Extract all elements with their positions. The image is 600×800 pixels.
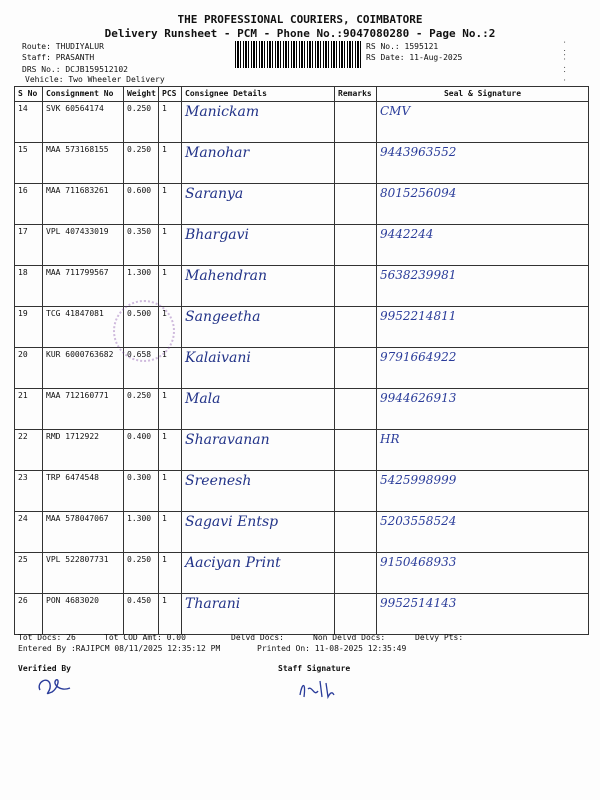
weight-cell: 0.250 (124, 553, 159, 594)
remarks-cell (335, 225, 377, 266)
weight-cell: 0.250 (124, 143, 159, 184)
consignee-cell: Manickam (182, 102, 335, 143)
consignment-cell: VPL 522807731 (43, 553, 124, 594)
sno-cell: 15 (15, 143, 43, 184)
table-row (15, 266, 589, 307)
pcs-cell: 1 (159, 512, 182, 553)
remarks-cell (335, 102, 377, 143)
weight-cell: 0.350 (124, 225, 159, 266)
col-weight: Weight (124, 87, 159, 102)
vehicle-label: Vehicle: Two Wheeler Delivery (25, 75, 165, 84)
pcs-cell: 1 (159, 143, 182, 184)
consignee-cell: Mala (182, 389, 335, 430)
verifier-signature (34, 672, 74, 698)
table-row (15, 102, 589, 143)
consignment-cell: MAA 578047067 (43, 512, 124, 553)
runsheet-subtitle: Delivery Runsheet - PCM - Phone No.:9047080280 - Page No.:2 (104, 27, 496, 40)
consignment-cell: MAA 711799567 (43, 266, 124, 307)
table-row (15, 389, 589, 430)
consignee-cell: Sangeetha (182, 307, 335, 348)
sno-cell: 16 (15, 184, 43, 225)
signature-cell: 9952214811 (377, 307, 589, 348)
consignment-cell: TRP 6474548 (43, 471, 124, 512)
staff-signature-label: Staff Signature (278, 664, 351, 673)
remarks-cell (335, 184, 377, 225)
pcs-cell: 1 (159, 389, 182, 430)
sno-cell: 23 (15, 471, 43, 512)
weight-cell: 0.250 (124, 102, 159, 143)
delivery-points: Delvy Pts: (415, 633, 464, 642)
consignee-cell: Sreenesh (182, 471, 335, 512)
remarks-cell (335, 389, 377, 430)
signature-cell: HR (377, 430, 589, 471)
pcs-cell: 1 (159, 348, 182, 389)
pcs-cell: 1 (159, 430, 182, 471)
consignee-cell: Kalaivani (182, 348, 335, 389)
weight-cell: 1.300 (124, 266, 159, 307)
route-label: Route: THUDIYALUR (22, 42, 104, 51)
signature-cell: 5425998999 (377, 471, 589, 512)
total-cod: Tot COD Amt: 0.00 (104, 633, 186, 642)
consignee-cell: Mahendran (182, 266, 335, 307)
sno-cell: 26 (15, 594, 43, 635)
table-header-row (15, 87, 589, 102)
delivered-docs: Delvd Docs: (231, 633, 284, 642)
margin-marks: · ··· ·· · (560, 40, 568, 83)
weight-cell: 0.658 (124, 348, 159, 389)
consignee-cell: Tharani (182, 594, 335, 635)
remarks-cell (335, 266, 377, 307)
weight-cell: 0.250 (124, 389, 159, 430)
signature-cell: 5203558524 (377, 512, 589, 553)
remarks-cell (335, 594, 377, 635)
col-sno: S No (15, 87, 43, 102)
signature-cell: 5638239981 (377, 266, 589, 307)
rs-date: RS Date: 11-Aug-2025 (366, 53, 463, 62)
sno-cell: 24 (15, 512, 43, 553)
consignment-cell: KUR 6000763682 (43, 348, 124, 389)
weight-cell: 0.300 (124, 471, 159, 512)
signature-cell: 9952514143 (377, 594, 589, 635)
staff-label: Staff: PRASANTH (22, 53, 95, 62)
staff-signature (296, 675, 336, 703)
col-consignee: Consignee Details (182, 87, 335, 102)
table-row (15, 348, 589, 389)
rs-number: RS No.: 1595121 (366, 42, 439, 51)
signature-cell: 9944626913 (377, 389, 589, 430)
consignment-cell: MAA 573168155 (43, 143, 124, 184)
col-seal-signature: Seal & Signature (377, 87, 589, 102)
table-row (15, 471, 589, 512)
company-title: THE PROFESSIONAL COURIERS, COIMBATORE (177, 13, 423, 26)
col-remarks: Remarks (335, 87, 377, 102)
table-row (15, 184, 589, 225)
barcode (235, 41, 361, 68)
signature-cell: 8015256094 (377, 184, 589, 225)
sno-cell: 14 (15, 102, 43, 143)
consignment-cell: MAA 711683261 (43, 184, 124, 225)
stamp-mark (113, 300, 175, 362)
verified-by-label: Verified By (18, 664, 71, 673)
consignment-cell: PON 4683020 (43, 594, 124, 635)
table-row (15, 143, 589, 184)
table-row (15, 307, 589, 348)
pcs-cell: 1 (159, 225, 182, 266)
signature-cell: 9443963552 (377, 143, 589, 184)
sno-cell: 18 (15, 266, 43, 307)
consignee-cell: Bhargavi (182, 225, 335, 266)
signature-cell: 9442244 (377, 225, 589, 266)
non-delivered-docs: Non Delvd Docs: (313, 633, 386, 642)
weight-cell: 0.450 (124, 594, 159, 635)
consignment-cell: TCG 41847081 (43, 307, 124, 348)
table-row (15, 594, 589, 635)
signature-cell: 9791664922 (377, 348, 589, 389)
weight-cell: 1.300 (124, 512, 159, 553)
sno-cell: 22 (15, 430, 43, 471)
pcs-cell: 1 (159, 102, 182, 143)
sno-cell: 17 (15, 225, 43, 266)
table-row (15, 512, 589, 553)
pcs-cell: 1 (159, 266, 182, 307)
drs-number: DRS No.: DCJB159512102 (22, 65, 128, 74)
consignee-cell: Sharavanan (182, 430, 335, 471)
runsheet-table (14, 86, 589, 635)
pcs-cell: 1 (159, 553, 182, 594)
remarks-cell (335, 348, 377, 389)
sno-cell: 20 (15, 348, 43, 389)
total-docs: Tot Docs: 26 (18, 633, 76, 642)
entered-by: Entered By :RAJIPCM 08/11/2025 12:35:12 PM (18, 644, 221, 653)
signature-cell: 9150468933 (377, 553, 589, 594)
pcs-cell: 1 (159, 471, 182, 512)
table-row (15, 430, 589, 471)
printed-on: Printed On: 11-08-2025 12:35:49 (257, 644, 407, 653)
weight-cell: 0.600 (124, 184, 159, 225)
weight-cell: 0.500 (124, 307, 159, 348)
remarks-cell (335, 553, 377, 594)
remarks-cell (335, 143, 377, 184)
weight-cell: 0.400 (124, 430, 159, 471)
remarks-cell (335, 512, 377, 553)
remarks-cell (335, 430, 377, 471)
pcs-cell: 1 (159, 307, 182, 348)
sno-cell: 19 (15, 307, 43, 348)
col-consignment: Consignment No (43, 87, 124, 102)
remarks-cell (335, 471, 377, 512)
consignee-cell: Sagavi Entsp (182, 512, 335, 553)
consignment-cell: MAA 712160771 (43, 389, 124, 430)
table-row (15, 553, 589, 594)
consignee-cell: Manohar (182, 143, 335, 184)
consignee-cell: Aaciyan Print (182, 553, 335, 594)
table-row (15, 225, 589, 266)
sno-cell: 25 (15, 553, 43, 594)
pcs-cell: 1 (159, 594, 182, 635)
consignment-cell: VPL 407433019 (43, 225, 124, 266)
pcs-cell: 1 (159, 184, 182, 225)
consignment-cell: RMD 1712922 (43, 430, 124, 471)
col-pcs: PCS (159, 87, 182, 102)
signature-cell: CMV (377, 102, 589, 143)
remarks-cell (335, 307, 377, 348)
sno-cell: 21 (15, 389, 43, 430)
consignment-cell: SVK 60564174 (43, 102, 124, 143)
consignee-cell: Saranya (182, 184, 335, 225)
